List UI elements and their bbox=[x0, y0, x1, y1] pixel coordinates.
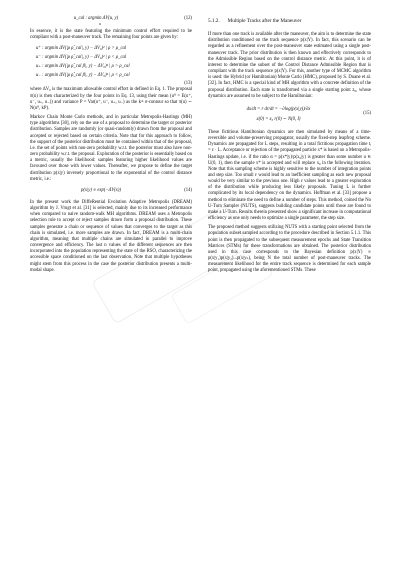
equation-13-line: u⁺ : argmin ΔV(|ρ ρ̂_cal|, y) − ΔV₀)² | ρ > ρ_cal bbox=[36, 46, 127, 52]
paragraph: In the present work the DiffeRential Evolution Adaptive Metropolis (DREAM) algorithm by J. Vrugt et al. [31] is selected, mainly due to its increased performance when compared to naive random-walk MH algorithms. DREAM uses a Metropolis selection rule to accept or reject samples drawn form a proposal distribution. These samples generate a chain or sequence of values that converges to the target as this chain is simulated, i.e. more samples are drawn. In fact, DREAM is a multi-chain algorithm, meaning that multiple chains are simulated in parallel to improve convergence and efficiency. The last n values of the different sequences are then incorporated into the population representing the state of the RSO, characterizing the accessible space conditioned on the last observation. Note that multiple hypotheses might stem from this process in the case the posterior distribution presents a multi-modal shape. bbox=[30, 199, 192, 273]
right-column bbox=[208, 16, 371, 277]
paragraph: where ΔV₀ is the maximum allowable control effort in defined in Eq. 1. The proposal π(u) is then characterized by the four points in Eq. 13, using their mean (u⁰ = E(u⁺, u⁻, u₊, u₋)) and variance P = Var(u⁺, u⁻, u₊, u₋) as the kᵗʰ σ-contour so that π(u) ∼ N(u⁰, kP). bbox=[30, 87, 192, 111]
equation-14-text: p(x|y) ∝ exp(−ΔV(x)) bbox=[80, 187, 122, 193]
equation-15-line: x(0) = x₀ r(0) ∼ N(0, I) bbox=[256, 116, 301, 122]
equation-12-subscript: u bbox=[99, 22, 101, 27]
section-heading bbox=[208, 18, 371, 24]
equation-13 bbox=[30, 44, 192, 87]
paragraph: If more than one track is available after the maneuver, the aim is to determine the state distribution conditioned on the track sequence p(x|Y). In fact, this scenario can be regarded as a refinement over the post-maneuver state estimated using a single post-maneuver track. The prior distribution is then known and effectively corresponds to the Admissible Region based on the control distance metric. At this point, it is of interest to determine the subset of the Control Distance Admissible Region that is compliant with the track sequence p(x|Y). For this, another type of MCMC algorithm is used: the Hybrid (or Hamiltonian) Monte Carlo (HMC), proposed by S. Duane et al. [32]. In fact, HMC is a special kind of MH algorithm with a concrete definition of the proposal distribution. Each state is transformed via a single starting point z₀, whose dynamics are assumed to be subject to the Hamiltonian: bbox=[208, 32, 371, 99]
section-title: Multiple Tracks after the Maneuver bbox=[227, 18, 302, 24]
left-column bbox=[30, 16, 192, 277]
section-number: 5.1.2. bbox=[208, 18, 220, 24]
equation-13-line: u₋ : argmin ΔV(|ρ ρ̂_cal β|, y) − ΔV₀)² | ρ < ρ_cal bbox=[36, 73, 130, 79]
paragraph: Markov Chain Monte Carlo methods, and in particular Metropolis-Hastings (MH) type algorithms [30], rely on the use of a proposal to determine the target or posterior distribution. Samples are randomly (or quasi-randomly) drawn from the proposal and accepted or rejected based on certain criteria. Note that for this approach to follow, the support of the posterior distribution must be contained within that of the proposal, i.e. the set of points with non-zero probability w.r.t. the posterior must also have non-zero probability w.r.t. the proposal. Exploration of the posterior is essentially based on a metric, usually the likelihood: samples featuring higher likelihood values are favoured over those with lower values. Thereafter, we propose to define the target distribution p(x|y) inversely proportional to the exponential of the control distance metric, i.e.: bbox=[30, 115, 192, 182]
equation-13-line: u₊ : argmin ΔV(|ρ ρ̂_cal β|, y) − ΔV₀)² | ρ > ρ_cal bbox=[36, 64, 130, 70]
equation-13-number: (13) bbox=[184, 81, 192, 87]
paragraph: The proposed method suggests utilizing NUTS with a starting point selected from the population subset sampled according to the procedure described in Section 5.1.1. This point is then propagated to the subsequent measurement epochs and State Transition Matrices (STMs) for these transformations are obtained. The posterior distribution used in this case corresponds to the Bayesian definition p(x|Y) ∝ p(x|y₁)p(x|y₂)...p(x|yₙ), being N the total number of post-maneuver tracks. The measurement likelihood for the entire track sequence is determined for each sample point, propagated using the aforementioned STMs. These bbox=[208, 225, 371, 274]
equation-14-number: (14) bbox=[184, 187, 192, 193]
equation-12-text: u_cal : argmin ΔV(u, y) bbox=[73, 16, 119, 21]
equation-14 bbox=[30, 188, 192, 194]
paragraph: These fictitious Hamiltonian dynamics are then simulated by means of a time-reversible and volume-preserving propagator, usually the fixed-step leapfrog scheme. Dynamics are propagated for L steps, resulting in a total fictitious propagation time tᵢ = ε · L. Acceptance or rejection of the propagated particle x* is based on a Metropolis-Hastings update, i.e. if the ratio α = p(x*|y)/p(x₀|y) is greater than some number u ∈ U(0, 1), then the sample x* is accepted and will replace x₀ in the following iteration. Note that this sampling scheme is highly sensitive to the number of integration points and step size. Too small ε would lead to an inefficient sampling as each new proposal would be very similar to the previous one. High ε values lead to a greater exploration of the distribution while producing less likely proposals. Tuning L is further complicated by its local dependency on the dynamics. Hoffman et al. [33] propose a method to eliminate the need to define a number of steps. This method, coined the No U-Turn Sampler (NUTS), suggests building candidate points until those are found to make a U-Turn. Results therein presented show a significant increase in computational efficiency as one only needs to optimize a single parameter, the step size. bbox=[208, 129, 371, 222]
equation-15-line: dx/dt = r dr/dt = −∂log(p(x|y))/∂x bbox=[246, 106, 311, 112]
paragraph: In essence, it is the state featuring the minimum control effort required to be compliant with a post-maneuver track. The remaining four points are given by: bbox=[30, 29, 192, 41]
equation-15 bbox=[208, 105, 371, 124]
equation-12 bbox=[30, 16, 192, 26]
equation-12-number: (12) bbox=[184, 16, 192, 21]
equation-15-number: (15) bbox=[363, 111, 371, 117]
equation-13-line: u⁻ : argmin ΔV(|ρ ρ̂_cal|, y) − ΔV₀)² | ρ < ρ_cal bbox=[36, 55, 127, 61]
